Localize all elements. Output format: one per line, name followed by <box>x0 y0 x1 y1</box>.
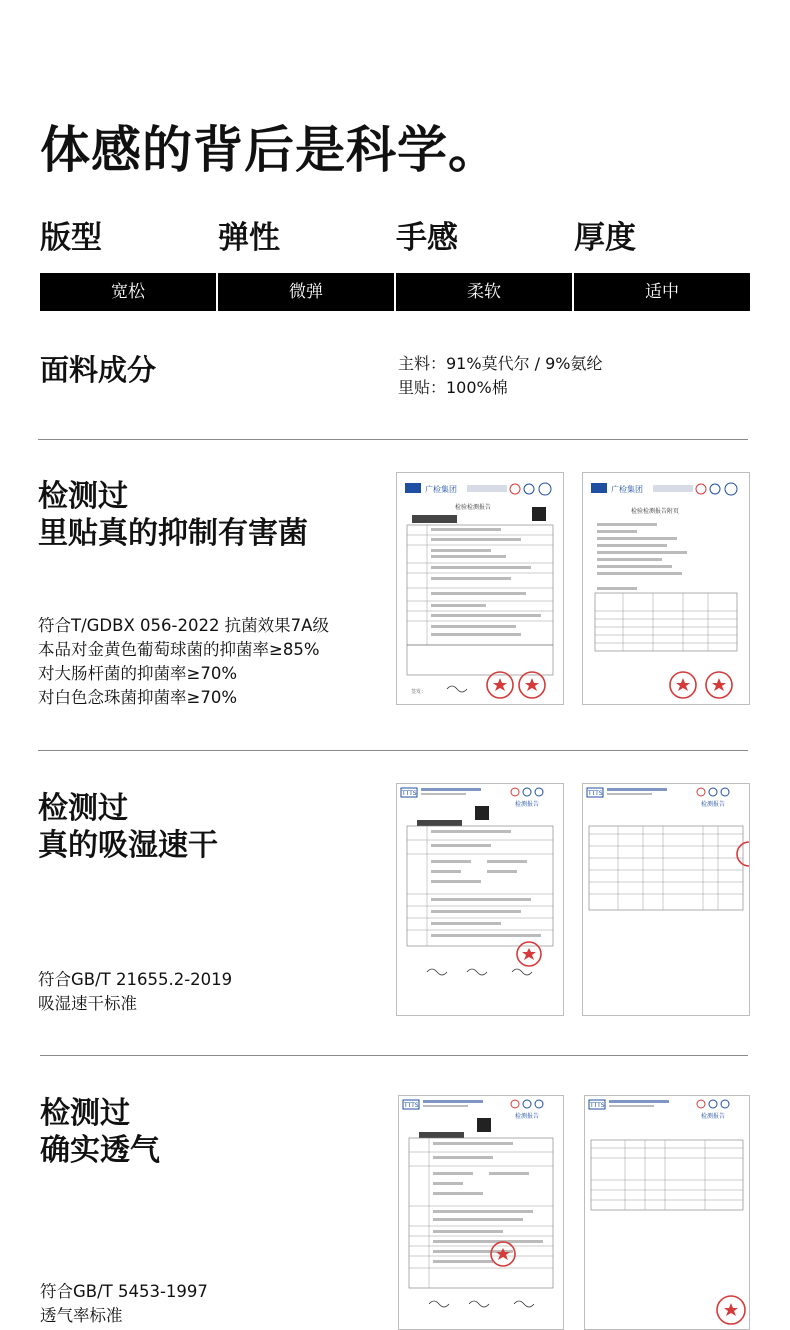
section-title-line: 真的吸湿速干 <box>38 828 218 863</box>
test-report-image <box>396 783 564 1016</box>
attr-label-elasticity: 弹性 <box>218 220 280 256</box>
section-moisture-desc <box>38 968 232 1016</box>
section-title-line: 检测过 <box>38 479 128 514</box>
section-antibacterial-desc <box>38 614 329 710</box>
svg-text:TTTS: TTTS <box>404 1102 419 1109</box>
test-report-image <box>582 783 750 1016</box>
attr-label-feel: 手感 <box>396 220 458 256</box>
attr-value-fit: 宽松 <box>40 273 216 311</box>
svg-text:检测报告: 检测报告 <box>515 801 540 808</box>
desc-line: 符合GB/T 21655.2-2019 <box>38 970 233 989</box>
svg-text:检验检测报告: 检验检测报告 <box>455 504 492 511</box>
svg-text:TTTS: TTTS <box>588 790 603 797</box>
divider <box>38 439 748 440</box>
attr-value-thickness: 适中 <box>574 273 750 311</box>
test-report-image <box>584 1095 750 1330</box>
desc-line: 对白色念珠菌抑菌率≥70% <box>38 688 237 707</box>
test-report-image <box>396 472 564 705</box>
fabric-main: 主料：91%莫代尔 / 9%氨纶 <box>398 354 603 373</box>
desc-line: 符合T/GDBX 056-2022 抗菌效果7A级 <box>38 616 329 635</box>
svg-text:TTTS: TTTS <box>590 1102 605 1109</box>
test-report-image <box>398 1095 564 1330</box>
test-report-image <box>582 472 750 705</box>
section-breathable-desc <box>40 1280 208 1328</box>
divider <box>38 750 748 751</box>
section-title-line: 确实透气 <box>40 1133 160 1168</box>
section-title-line: 检测过 <box>38 791 128 826</box>
svg-text:检测报告: 检测报告 <box>515 1113 540 1120</box>
section-title-line: 检测过 <box>40 1096 130 1131</box>
desc-line: 符合GB/T 5453-1997 <box>40 1282 208 1301</box>
desc-line: 本品对金黄色葡萄球菌的抑菌率≥85% <box>38 640 320 659</box>
svg-text:签发：: 签发： <box>411 689 427 695</box>
desc-line: 吸湿速干标准 <box>38 994 137 1013</box>
fabric-lining: 里贴：100%棉 <box>398 378 508 397</box>
fabric-label: 面料成分 <box>40 353 157 387</box>
section-antibacterial-title <box>38 478 308 552</box>
divider <box>40 1055 748 1056</box>
desc-line: 透气率标准 <box>40 1306 123 1325</box>
svg-text:检验检测报告附页: 检验检测报告附页 <box>631 508 680 515</box>
svg-text:TTTS: TTTS <box>402 790 417 797</box>
section-title-line: 里贴真的抑制有害菌 <box>38 516 308 551</box>
svg-text:检测报告: 检测报告 <box>701 1113 726 1120</box>
svg-text:检测报告: 检测报告 <box>701 801 726 808</box>
attr-label-fit: 版型 <box>40 220 102 256</box>
section-moisture-title <box>38 790 218 864</box>
page-title: 体感的背后是科学。 <box>40 121 499 179</box>
desc-line: 对大肠杆菌的抑菌率≥70% <box>38 664 237 683</box>
report-brand: 广检集团 <box>425 485 457 494</box>
attr-value-elasticity: 微弹 <box>218 273 394 311</box>
section-breathable-title <box>40 1095 160 1169</box>
svg-text:广检集团: 广检集团 <box>611 485 643 494</box>
attr-value-feel: 柔软 <box>396 273 572 311</box>
attr-label-thickness: 厚度 <box>574 220 636 256</box>
